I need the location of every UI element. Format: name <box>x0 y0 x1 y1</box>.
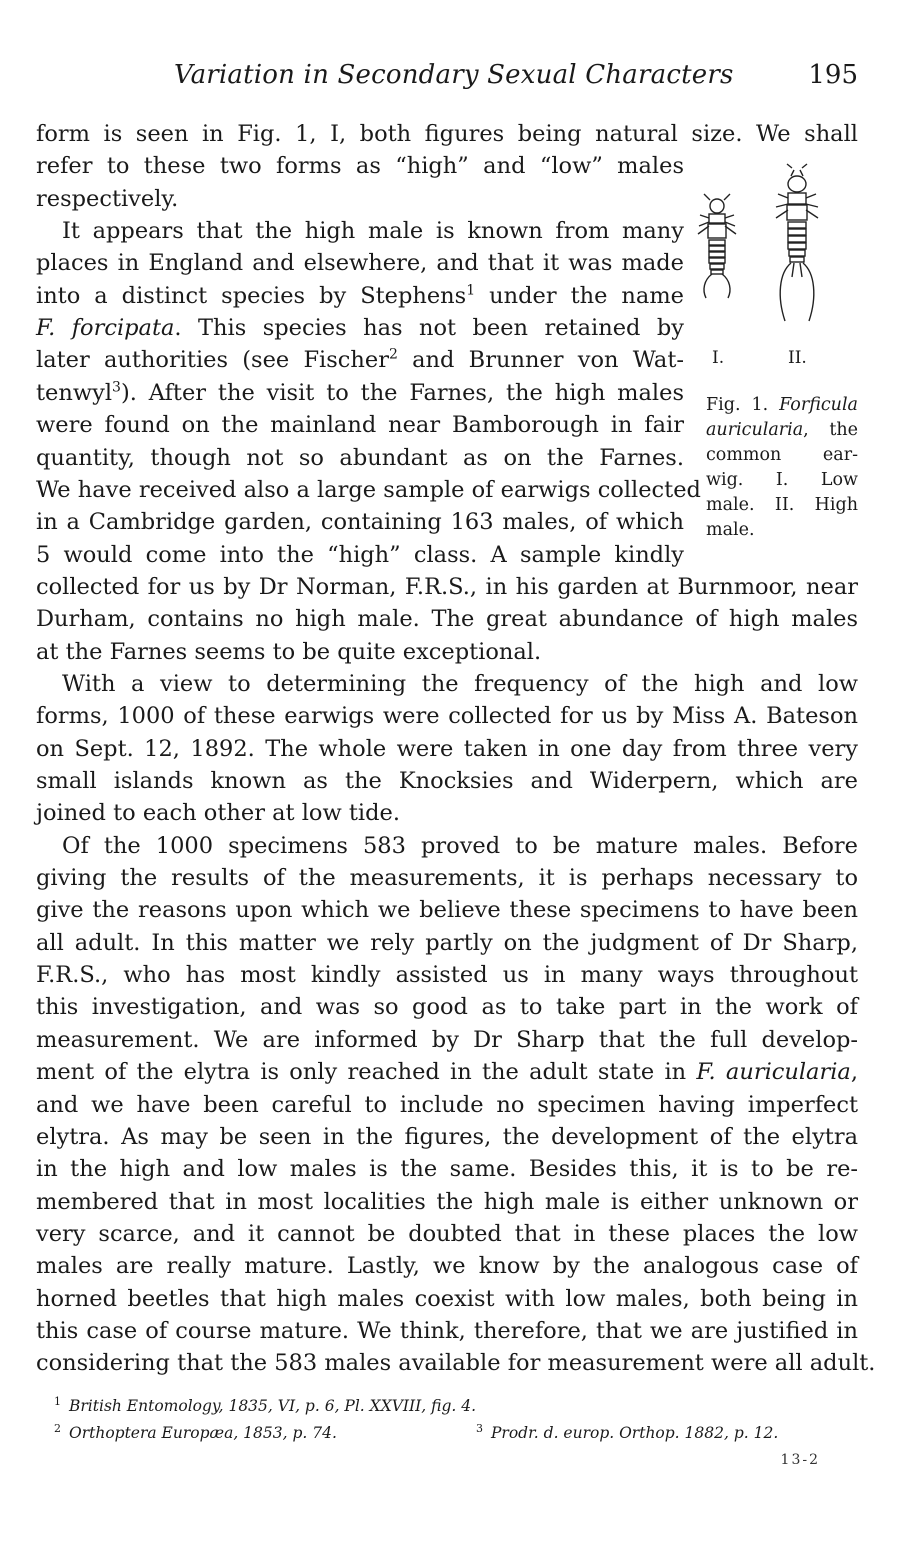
text-run: small islands known as the Knocksies and Widerpern, which are <box>36 768 858 794</box>
footnote-mark: 3 <box>476 1422 483 1435</box>
text-line <box>36 506 684 538</box>
text-line <box>36 636 858 668</box>
text-run: quantity, though not so abundant as on the Farnes. <box>36 444 684 471</box>
text-line <box>36 1218 858 1250</box>
text-run: and Brunner von Wat- <box>397 347 684 374</box>
text-line <box>36 571 858 603</box>
signature-mark: 13-2 <box>780 1452 820 1468</box>
text-run: male. II. High <box>706 495 858 515</box>
caption-line <box>706 468 858 493</box>
text-run: membered that in most localities the high male is either unknown or <box>36 1188 858 1215</box>
text-run: male. <box>706 520 755 540</box>
text-line <box>36 474 701 506</box>
text-run: under the name <box>475 282 684 309</box>
text-run: forms, 1000 of these earwigs were collected for us by Miss A. Bateson <box>36 703 858 730</box>
italic-text: auricularia <box>706 420 804 440</box>
text-run: , the <box>803 420 858 440</box>
text-line <box>36 1186 858 1218</box>
text-line <box>36 797 858 829</box>
text-run: ). After the visit to the Farnes, the high males <box>120 379 684 406</box>
high-male-earwig <box>776 164 818 321</box>
text-run: elytra. As may be seen in the figures, the development of the elytra <box>36 1123 858 1150</box>
text-line <box>36 1250 858 1282</box>
text-line <box>36 312 684 344</box>
caption-line <box>706 493 858 518</box>
text-run: in a Cambridge garden, containing 163 males, of which <box>36 509 684 536</box>
text-run: F.R.S., who has most kindly assisted us in many ways throughout <box>36 962 858 989</box>
text-run: horned beetles that high males coexist with low males, both being in <box>36 1285 858 1312</box>
low-male-earwig <box>698 194 736 298</box>
text-line <box>62 830 858 862</box>
text-line <box>36 409 684 441</box>
footnote-mark: 1 <box>54 1395 61 1408</box>
text-line <box>36 700 858 732</box>
footnote-mark: 2 <box>54 1422 61 1435</box>
text-run: Of the 1000 specimens 583 proved to be mature males. Before <box>62 832 858 859</box>
italic-text: F. forcipata <box>36 315 175 342</box>
text-run: Fig. 1. <box>706 395 780 415</box>
text-line <box>36 1153 858 1185</box>
footnote-text: Prodr. d. europ. Orthop. 1882, p. 12. <box>491 1424 779 1443</box>
text-line <box>36 765 858 797</box>
italic-text: Forficula <box>779 395 858 415</box>
footnote-reference: 1 <box>466 282 476 299</box>
caption-line <box>706 418 858 443</box>
text-line <box>36 603 858 635</box>
footnote-3 <box>476 1422 778 1442</box>
text-run: respectively. <box>36 185 179 212</box>
figure-label-low: I. <box>712 348 725 368</box>
footnote-2 <box>54 1422 337 1442</box>
italic-text: F. auricularia <box>696 1059 851 1086</box>
text-run: refer to these two forms as “high” and “low” males <box>36 153 684 180</box>
text-line <box>36 183 684 215</box>
text-line <box>36 344 684 376</box>
text-run: were found on the mainland near Bamborough in fair <box>36 412 684 439</box>
text-line <box>36 1283 858 1315</box>
text-line <box>36 280 684 312</box>
text-line <box>36 539 684 571</box>
text-run: With a view to determining the frequency of the high and low <box>62 670 858 697</box>
text-run: . This species has not been retained by <box>174 315 684 342</box>
text-run: males are really mature. Lastly, we know by the analogous case of <box>36 1253 858 1280</box>
text-line <box>36 1056 858 1088</box>
text-run: common ear- <box>706 445 858 465</box>
text-line <box>36 442 684 474</box>
text-run: measurement. We are informed by Dr Sharp that the full develop- <box>36 1026 858 1053</box>
text-run: ment of the elytra is only reached in the adult state in <box>36 1059 697 1086</box>
text-run: tenwyl <box>36 379 113 406</box>
text-run: joined to each other at low tide. <box>36 800 400 827</box>
running-title: Variation in Secondary Sexual Characters <box>174 60 734 90</box>
text-run: wig. I. Low <box>706 470 858 490</box>
text-line <box>36 991 858 1023</box>
text-run: in the high and low males is the same. Besides this, it is to be re- <box>36 1156 858 1183</box>
text-line <box>36 927 858 959</box>
text-run: Durham, contains no high male. The great abundance of high males <box>36 606 858 633</box>
text-run: later authorities (see Fischer <box>36 347 389 374</box>
earwig-illustration <box>690 160 880 350</box>
text-line <box>36 247 684 279</box>
text-run: It appears that the high male is known from many <box>62 218 684 245</box>
text-run: and we have been careful to include no specimen having imperfect <box>36 1091 858 1118</box>
text-line <box>36 959 858 991</box>
text-line <box>36 1347 876 1379</box>
text-run: , <box>850 1059 858 1086</box>
text-run: at the Farnes seems to be quite exceptional. <box>36 638 542 665</box>
text-run: into a distinct species by Stephens <box>36 282 467 309</box>
text-line <box>36 1089 858 1121</box>
caption-line <box>706 443 858 468</box>
text-line <box>36 1024 858 1056</box>
text-run: give the reasons upon which we believe these specimens to have been <box>36 897 858 924</box>
text-line <box>62 215 684 247</box>
text-run: 5 would come into the “high” class. A sample kindly <box>36 541 684 568</box>
page-number: 195 <box>808 60 858 90</box>
text-run: this case of course mature. We think, therefore, that we are justified in <box>36 1317 858 1344</box>
figure-label-high: II. <box>788 348 807 368</box>
text-run: considering that the 583 males available for measurement were all adult. <box>36 1350 876 1377</box>
page-header <box>36 60 858 96</box>
footnote-reference: 2 <box>388 346 398 363</box>
caption-line <box>706 518 858 543</box>
text-run: this investigation, and was so good as to take part in the work of <box>36 994 858 1021</box>
text-line <box>36 118 858 150</box>
text-run: form is seen in Fig. 1, I, both figures being natural size. We shall <box>36 121 858 147</box>
footnote-text: British Entomology, 1835, VI, p. 6, Pl. XXVIII, fig. 4. <box>69 1397 477 1416</box>
text-line <box>36 894 858 926</box>
text-line <box>36 150 684 182</box>
text-run: collected for us by Dr Norman, F.R.S., in his garden at Burnmoor, near <box>36 573 858 600</box>
figure-caption <box>706 393 858 543</box>
text-line <box>36 733 858 765</box>
footnote-text: Orthoptera Europæa, 1853, p. 74. <box>69 1424 337 1443</box>
text-run: We have received also a large sample of earwigs collected <box>36 476 701 503</box>
text-run: giving the results of the measurements, it is perhaps necessary to <box>36 865 858 892</box>
footnote-1 <box>54 1395 476 1415</box>
text-line <box>36 1121 858 1153</box>
text-line <box>62 668 858 700</box>
text-line <box>36 862 858 894</box>
text-run: places in England and elsewhere, and that it was made <box>36 250 684 277</box>
text-line <box>36 377 684 409</box>
footnote-reference: 3 <box>112 379 121 396</box>
text-run: on Sept. 12, 1892. The whole were taken in one day from three very <box>36 735 858 762</box>
text-run: all adult. In this matter we rely partly on the judgment of Dr Sharp, <box>36 929 858 956</box>
text-line <box>36 1315 858 1347</box>
text-run: very scarce, and it cannot be doubted that in these places the low <box>36 1220 858 1247</box>
caption-line <box>706 393 858 418</box>
